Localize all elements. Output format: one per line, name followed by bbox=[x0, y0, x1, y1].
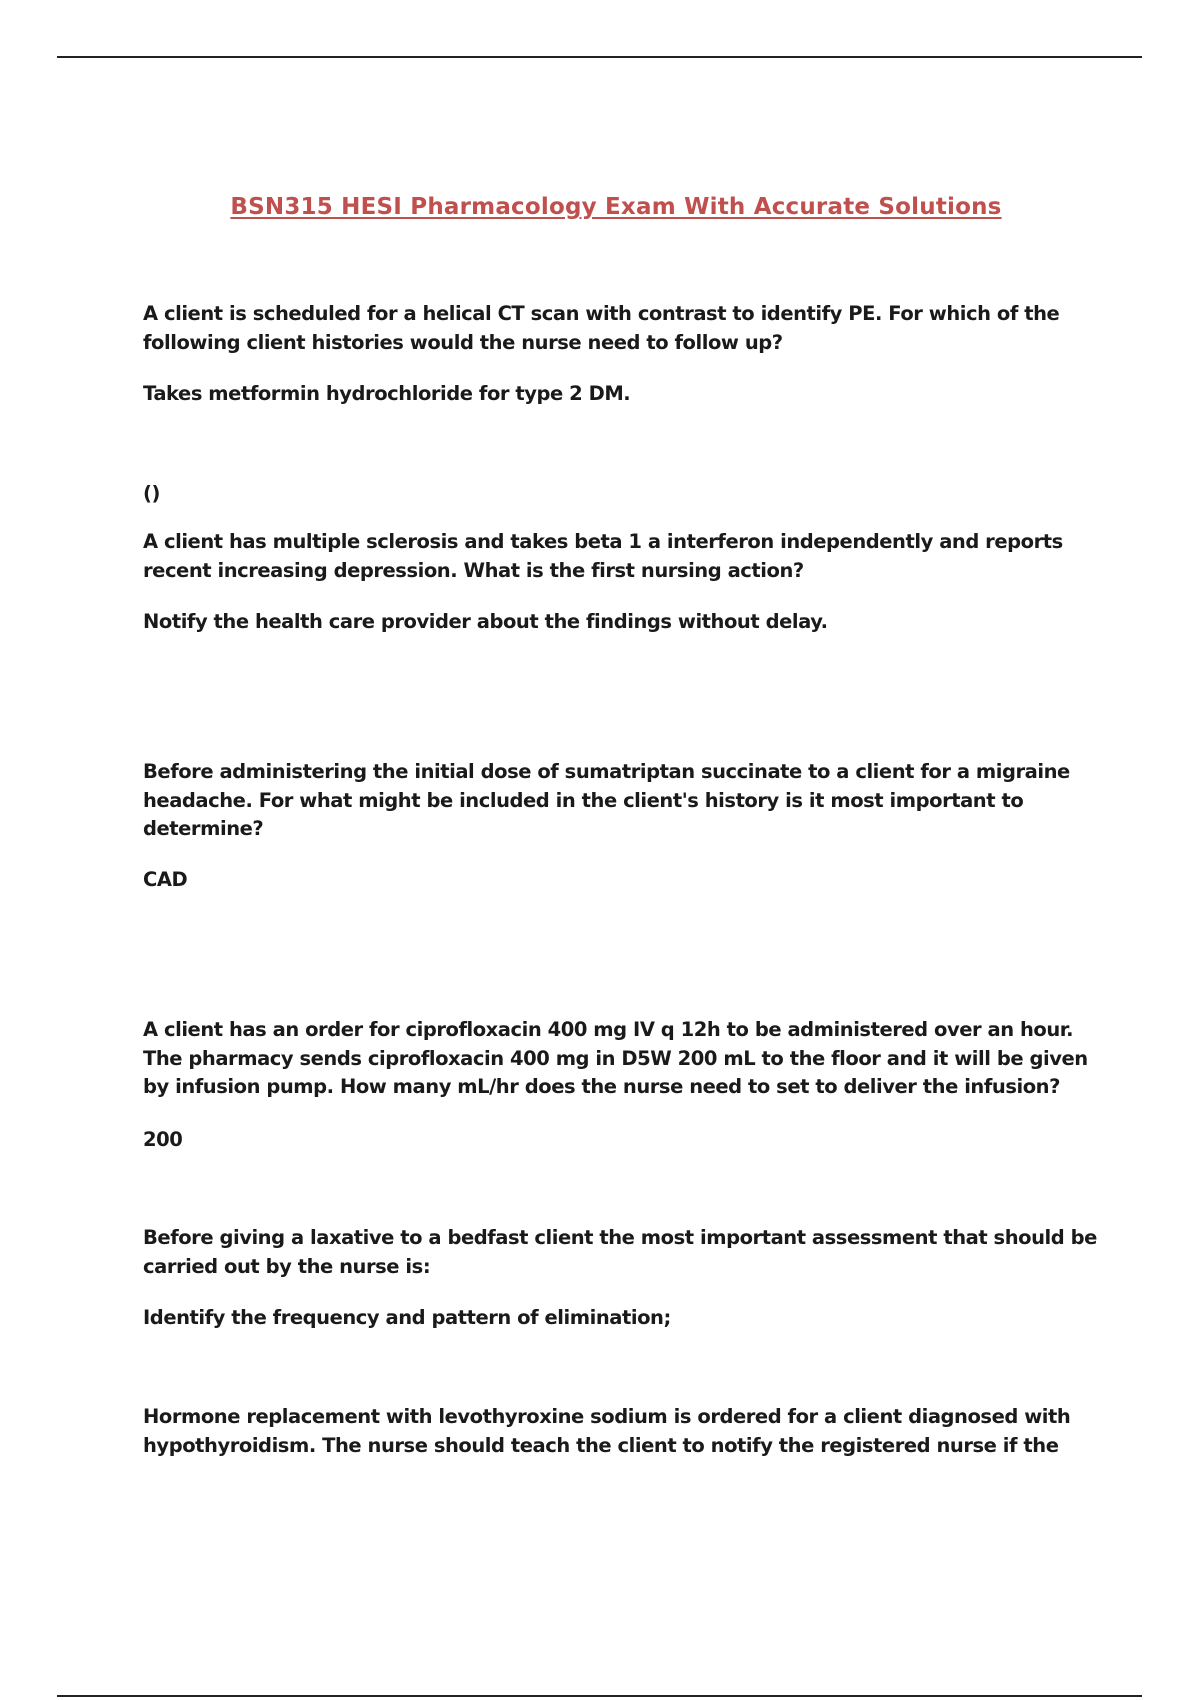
question-4: A client has an order for ciprofloxacin 400 mg IV q 12h to be administered over an hour. The pharmacy sends ciprofloxacin 400 mg in D5W 200 mL to the floor and it will be given by infusion pump. How many mL/hr does the nurse need to set to deliver the infusion? bbox=[143, 1018, 1088, 1098]
answer-4: 200 bbox=[143, 1128, 183, 1151]
top-rule bbox=[57, 56, 1142, 58]
answer-2: Notify the health care provider about the findings without delay. bbox=[143, 610, 828, 633]
question-1: A client is scheduled for a helical CT scan with contrast to identify PE. For which of the following client histories would the nurse need to follow up? bbox=[143, 302, 1060, 354]
marker-parentheses: () bbox=[143, 482, 160, 505]
question-6: Hormone replacement with levothyroxine sodium is ordered for a client diagnosed with hypothyroidism. The nurse should teach the client to notify the registered nurse if the bbox=[143, 1405, 1071, 1457]
answer-5: Identify the frequency and pattern of elimination; bbox=[143, 1306, 671, 1329]
question-5: Before giving a laxative to a bedfast client the most important assessment that should be carried out by the nurse is: bbox=[143, 1226, 1097, 1278]
question-2: A client has multiple sclerosis and takes beta 1 a interferon independently and reports recent increasing depression. What is the first nursing action? bbox=[143, 530, 1063, 582]
question-3: Before administering the initial dose of sumatriptan succinate to a client for a migraine headache. For what might be included in the client's history is it most important to determine? bbox=[143, 760, 1070, 840]
answer-3: CAD bbox=[143, 868, 188, 891]
bottom-rule bbox=[57, 1695, 1142, 1697]
document-title: BSN315 HESI Pharmacology Exam With Accurate Solutions bbox=[230, 194, 1002, 220]
answer-1: Takes metformin hydrochloride for type 2 DM. bbox=[143, 382, 631, 405]
